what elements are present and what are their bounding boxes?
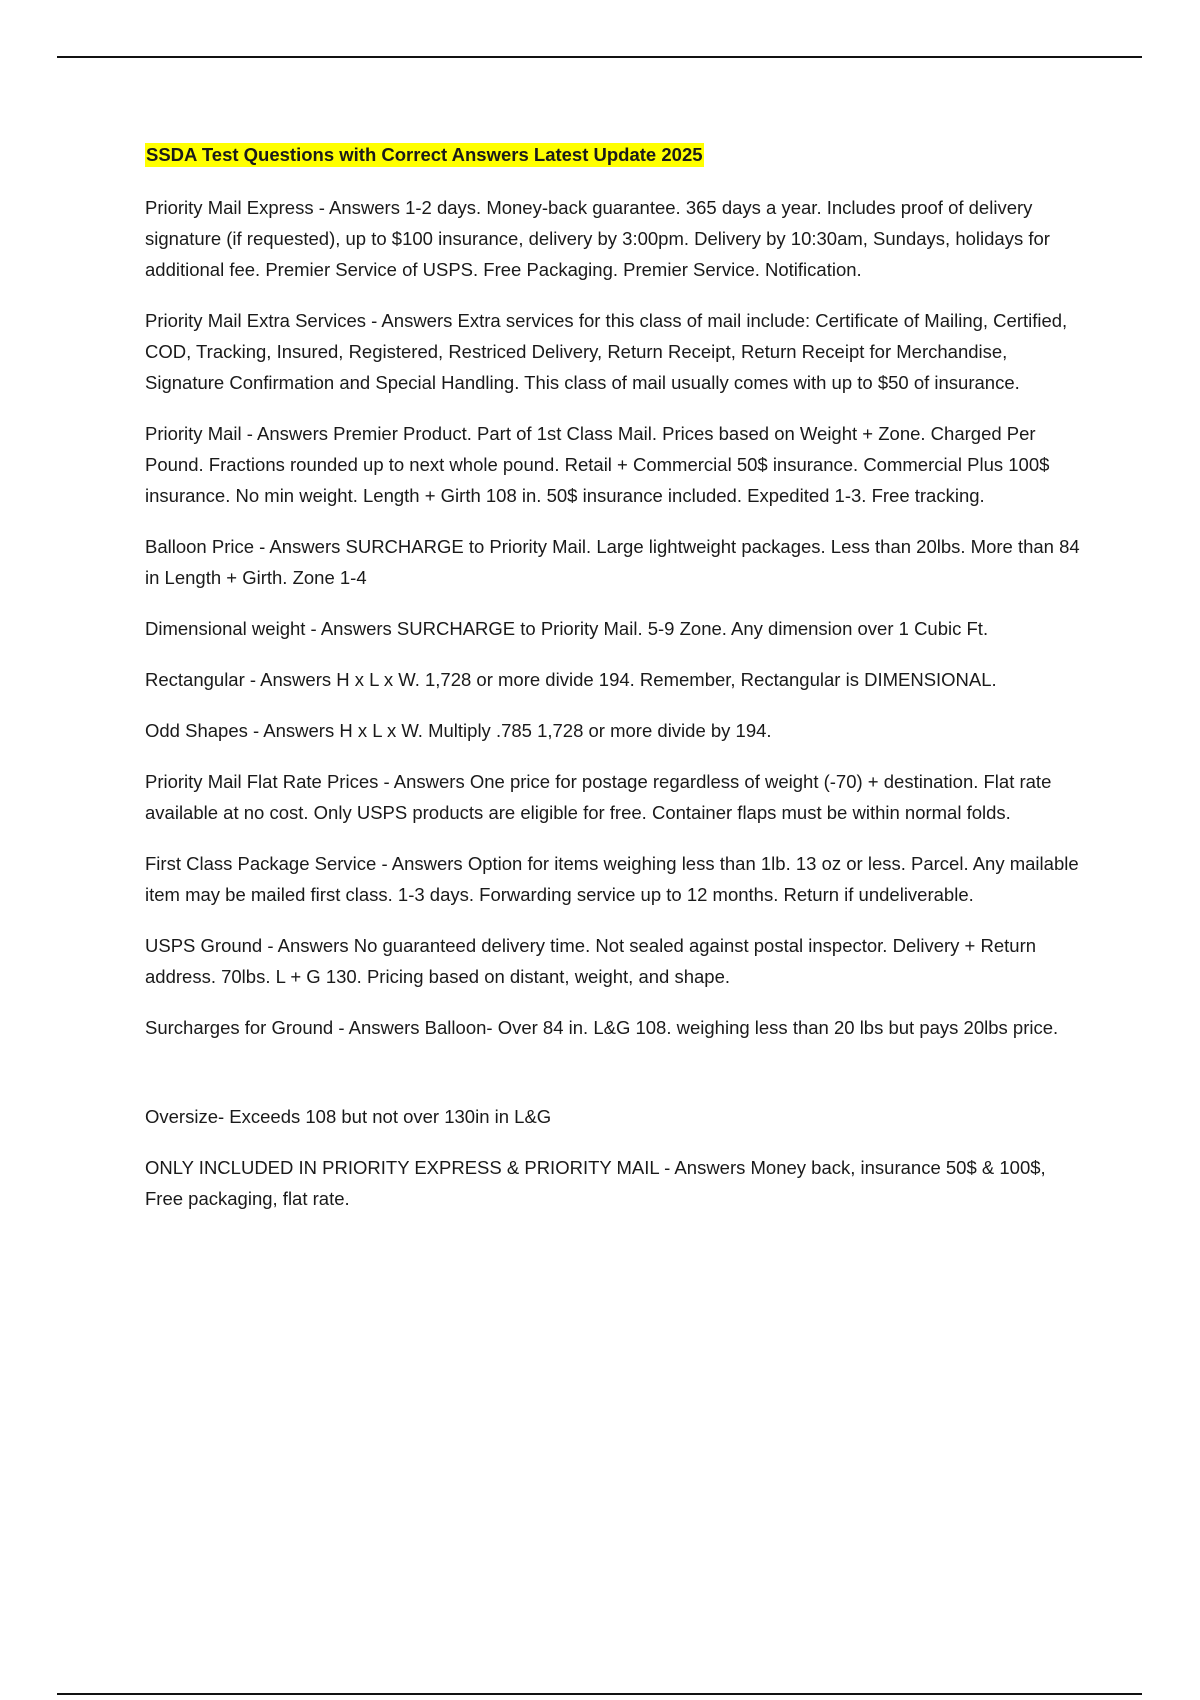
- footer-rule: [57, 1693, 1142, 1695]
- document-title: SSDA Test Questions with Correct Answers Latest Update 2025: [146, 144, 703, 165]
- paragraph-dimensional-weight: Dimensional weight - Answers SURCHARGE to Priority Mail. 5-9 Zone. Any dimension over 1 Cubic Ft.: [145, 618, 989, 639]
- paragraph-priority-mail-extra-services: Priority Mail Extra Services - Answers Extra services for this class of mail include: Certificate of Mailing, Certified, COD, Tracking, Insured, Registered, Restriced Delivery, Return Receipt, Return Receipt for Merchandise, Signature Confirmation and Special Handling. This class of mail usually comes with up to $50 of insurance.: [145, 310, 1068, 393]
- document-body: [145, 143, 1080, 1234]
- paragraph-usps-ground: USPS Ground - Answers No guaranteed delivery time. Not sealed against postal inspector. Delivery + Return address. 70lbs. L + G 130. Pricing based on distant, weight, and shape.: [145, 935, 1037, 987]
- paragraph-rectangular: Rectangular - Answers H x L x W. 1,728 or more divide 194. Remember, Rectangular is DIMENSIONAL.: [145, 669, 997, 690]
- paragraph-odd-shapes: Odd Shapes - Answers H x L x W. Multiply .785 1,728 or more divide by 194.: [145, 720, 772, 741]
- paragraph-flat-rate-prices: Priority Mail Flat Rate Prices - Answers One price for postage regardless of weight (-70) + destination. Flat rate available at no cost. Only USPS products are eligible for free. Container flaps must be within normal folds.: [145, 771, 1052, 823]
- paragraph-balloon-price: Balloon Price - Answers SURCHARGE to Priority Mail. Large lightweight packages. Less than 20lbs. More than 84 in Length + Girth. Zone 1-4: [145, 536, 1080, 588]
- paragraph-oversize: Oversize- Exceeds 108 but not over 130in in L&G: [145, 1106, 552, 1127]
- paragraph-surcharges-ground: Surcharges for Ground - Answers Balloon- Over 84 in. L&G 108. weighing less than 20 lbs but pays 20lbs price.: [145, 1017, 1059, 1038]
- paragraph-only-included: ONLY INCLUDED IN PRIORITY EXPRESS & PRIORITY MAIL - Answers Money back, insurance 50$ & 100$, Free packaging, flat rate.: [145, 1157, 1046, 1209]
- paragraph-priority-mail-express: Priority Mail Express - Answers 1-2 days. Money-back guarantee. 365 days a year. Includes proof of delivery signature (if requested), up to $100 insurance, delivery by 3:00pm. Delivery by 10:30am, Sundays, holidays for additional fee. Premier Service of USPS. Free Packaging. Premier Service. Notification.: [145, 197, 1050, 280]
- paragraph-priority-mail: Priority Mail - Answers Premier Product. Part of 1st Class Mail. Prices based on Weight + Zone. Charged Per Pound. Fractions rounded up to next whole pound. Retail + Commercial 50$ insurance. Commercial Plus 100$ insurance. No min weight. Length + Girth 108 in. 50$ insurance included. Expedited 1-3. Free tracking.: [145, 423, 1050, 506]
- header-rule: [57, 56, 1142, 58]
- paragraph-first-class-package: First Class Package Service - Answers Option for items weighing less than 1lb. 13 oz or less. Parcel. Any mailable item may be mailed first class. 1-3 days. Forwarding service up to 12 months. Return if undeliverable.: [145, 853, 1079, 905]
